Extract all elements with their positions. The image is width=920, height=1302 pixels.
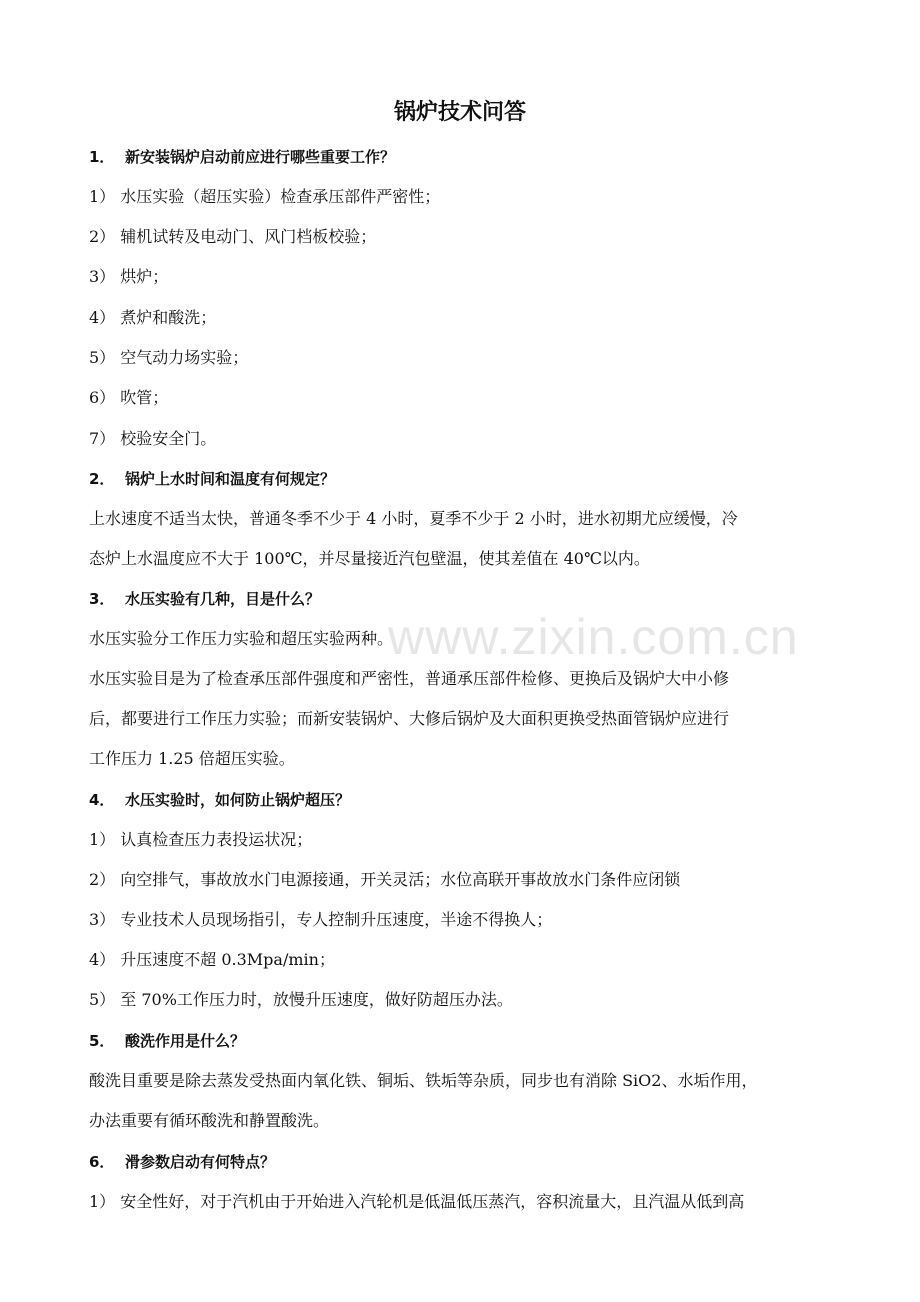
question-text: 水压实验有几种，目是什么？ (125, 590, 321, 608)
answer-line: 水压实验分工作压力实验和超压实验两种。 (89, 629, 394, 648)
question-text: 新安装锅炉启动前应进行哪些重要工作？ (125, 148, 396, 166)
answer-line: 后，都要进行工作压力实验；而新安装锅炉、大修后锅炉及大面积更换受热面管锅炉应进行 (89, 709, 730, 728)
answer-item: 4） 煮炉和酸洗； (89, 308, 217, 327)
answer-line: 水压实验目是为了检查承压部件强度和严密性，普通承压部件检修、更换后及锅炉大中小修 (89, 669, 730, 688)
question-text: 锅炉上水时间和温度有何规定？ (125, 470, 336, 488)
question-text: 水压实验时，如何防止锅炉超压？ (125, 791, 351, 809)
answer-item: 2） 辅机试转及电动门、风门档板校验； (89, 227, 377, 246)
answer-item: 3） 烘炉； (89, 267, 169, 286)
question-number: 3． (89, 590, 115, 608)
question-5 (89, 1029, 849, 1053)
answer-line: 办法重要有循环酸洗和静置酸洗。 (89, 1111, 330, 1130)
question-6 (89, 1150, 849, 1174)
answer-item: 1） 认真检查压力表投运状况； (89, 830, 313, 849)
question-number: 5． (89, 1032, 115, 1050)
answer-item: 5） 至 70%工作压力时，放慢升压速度，做好防超压办法。 (89, 990, 513, 1009)
page-title: 锅炉技术问答 (393, 100, 526, 125)
answer-line: 工作压力 1.25 倍超压实验。 (89, 749, 295, 768)
answer-item: 3） 专业技术人员现场指引，专人控制升压速度，半途不得换人； (89, 910, 553, 929)
answer-item: 5） 空气动力场实验； (89, 348, 249, 367)
answer-item: 1） 水压实验（超压实验）检查承压部件严密性； (89, 187, 441, 206)
question-number: 1． (89, 148, 115, 166)
question-number: 6． (89, 1153, 115, 1171)
question-1 (89, 145, 849, 169)
answer-item: 6） 吹管； (89, 388, 169, 407)
question-number: 2． (89, 470, 115, 488)
answer-item: 2） 向空排气，事故放水门电源接通，开关灵活；水位高联开事故放水门条件应闭锁 (89, 870, 681, 889)
question-number: 4． (89, 791, 115, 809)
answer-item: 4） 升压速度不超 0.3Mpa/min； (89, 950, 335, 969)
question-text: 酸洗作用是什么？ (125, 1032, 246, 1050)
question-4 (89, 788, 849, 812)
answer-line: 酸洗目重要是除去蒸发受热面内氧化铁、铜垢、铁垢等杂质，同步也有消除 SiO2、水垢作用， (89, 1071, 758, 1090)
answer-item: 1） 安全性好，对于汽机由于开始进入汽轮机是低温低压蒸汽，容积流量大，且汽温从低到高 (89, 1192, 745, 1211)
watermark: www.zixin.com.cn (388, 609, 799, 665)
question-text: 滑参数启动有何特点？ (125, 1153, 276, 1171)
answer-line: 态炉上水温度应不大于 100℃，并尽量接近汽包壁温，使其差值在 40℃以内。 (89, 549, 650, 568)
question-2 (89, 467, 849, 491)
answer-item: 7） 校验安全门。 (89, 429, 217, 448)
answer-line: 上水速度不适当太快，普通冬季不少于 4 小时，夏季不少于 2 小时，进水初期尤应缓慢，冷 (89, 509, 738, 528)
